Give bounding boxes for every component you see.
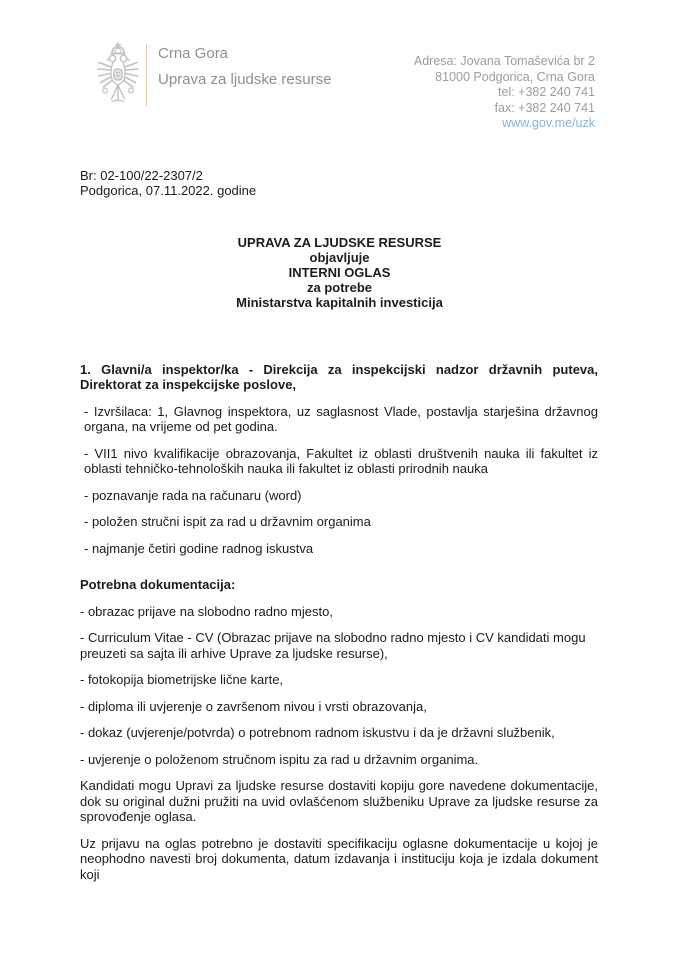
letterhead-divider [146, 44, 147, 106]
address-line: Adresa: Jovana Tomaševića br 2 [413, 54, 595, 68]
paragraph: - položen stručni ispit za rad u državnim organima [84, 514, 371, 529]
org-names [158, 42, 331, 88]
paragraph: - dokaz (uvjerenje/potvrda) o potrebnom radnom iskustvu i da je državni službenik, [80, 725, 555, 740]
paragraph: Kandidati mogu Upravi za ljudske resurse dostaviti kopiju gore navedene dokumentacije, dok su original dužni pružiti na uvid ovlašćenom službeniku Uprave za ljudske resurse za sprovođenje oglasa. [80, 778, 598, 824]
title-line: UPRAVA ZA LJUDSKE RESURSE [237, 234, 442, 250]
document-meta [80, 168, 598, 199]
montenegro-coat-of-arms-icon [97, 42, 139, 106]
paragraph: - fotokopija biometrijske lične karte, [80, 672, 284, 687]
paragraph: - poznavanje rada na računaru (word) [84, 487, 302, 503]
org-name: Uprava za ljudske resurse [158, 71, 332, 88]
paragraph: 1. Glavni/a inspektor/ka - Direkcija za inspekcijski nadzor državnih puteva, Direktorat za inspekcijske poslove, [80, 361, 598, 392]
address-line: tel: +382 240 741 [498, 85, 595, 99]
title-block [0, 235, 679, 310]
title-line: INTERNI OGLAS [288, 264, 391, 280]
logo [97, 42, 331, 132]
address-line: fax: +382 240 741 [494, 100, 595, 115]
letterhead [0, 0, 679, 132]
website-link[interactable]: www.gov.me/uzk [502, 116, 595, 130]
address-block [414, 54, 595, 132]
paragraph: - Izvršilaca: 1, Glavnog inspektora, uz saglasnost Vlade, postavlja starješina državnog organa, na vrijeme od pet godina. [84, 403, 598, 434]
document-number: Br: 02-100/22-2307/2 [80, 167, 203, 183]
paragraph: - Curriculum Vitae - CV (Obrazac prijave na slobodno radno mjesto i CV kandidati mogu preuzeti sa sajta ili arhive Uprave za ljudske resurse), [80, 630, 586, 661]
org-country: Crna Gora [158, 45, 229, 62]
paragraph: - najmanje četiri godine radnog iskustva [84, 540, 314, 556]
title-line: za potrebe [306, 279, 372, 295]
place-and-date: Podgorica, 07.11.2022. godine [80, 183, 257, 198]
address-line: 81000 Podgorica, Crna Gora [435, 69, 595, 84]
address-lines [414, 54, 595, 116]
document-body [80, 362, 598, 883]
paragraph: - uvjerenje o položenom stručnom ispitu za rad u državnim organima. [80, 751, 479, 767]
title-line: objavljuje [309, 249, 370, 265]
paragraph: - diploma ili uvjerenje o završenom nivou i vrsti obrazovanja, [80, 698, 427, 714]
title-line: Ministarstva kapitalnih investicija [236, 294, 443, 310]
paragraph: Uz prijavu na oglas potrebno je dostaviti specifikaciju oglasne dokumentacije u kojoj je neophodno navesti broj dokumenta, datum izdavanja i instituciju koja je izdala dokument koji [80, 835, 598, 882]
paragraph: Potrebna dokumentacija: [80, 577, 236, 592]
paragraph: - VII1 nivo kvalifikacije obrazovanja, Fakultet iz oblasti društvenih nauka ili fakultet iz oblasti tehničko-tehnoloških nauka ili fakultet iz oblasti prirodnih nauka [84, 445, 598, 476]
paragraph: - obrazac prijave na slobodno radno mjesto, [80, 603, 333, 619]
